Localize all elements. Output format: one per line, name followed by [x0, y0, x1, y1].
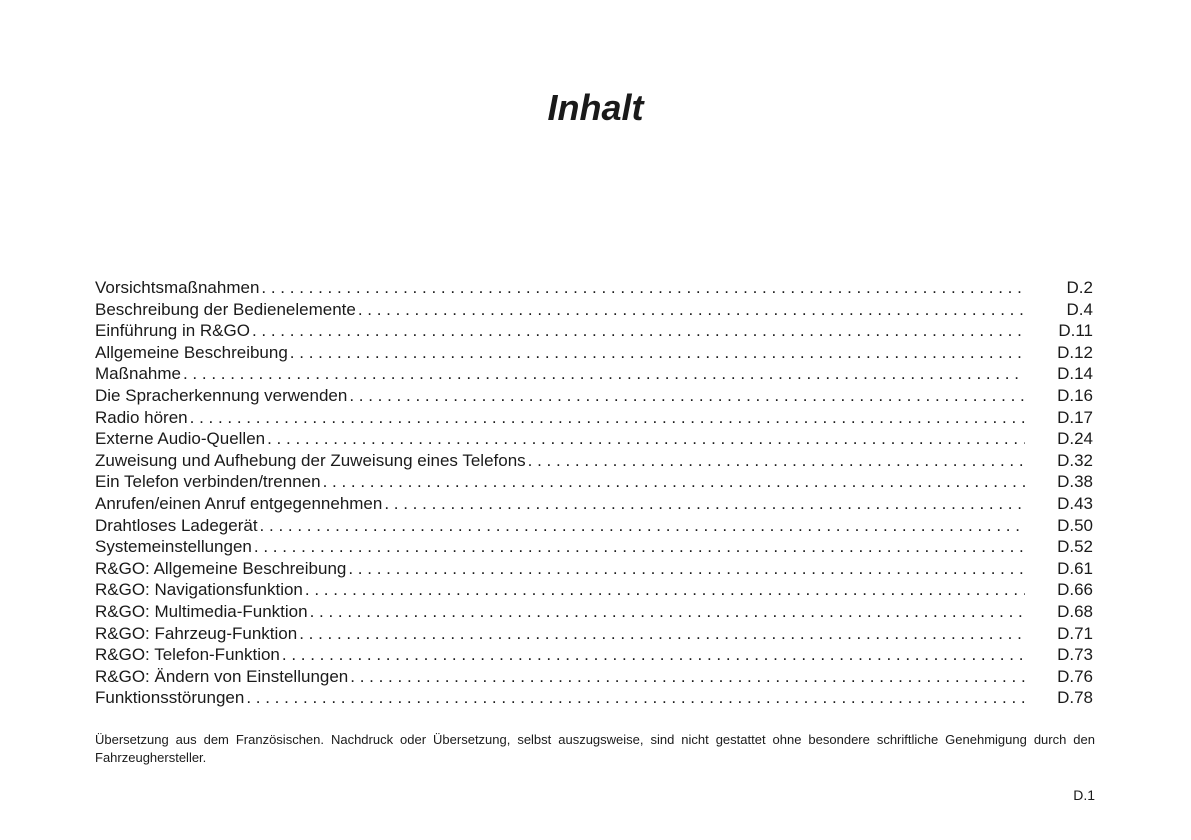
toc-entry-label: Anrufen/einen Anruf entgegennehmen: [95, 493, 383, 513]
toc-entry-page: D.4: [1066, 299, 1093, 319]
toc-entry-page: D.11: [1058, 321, 1093, 341]
toc-leader-dots: [282, 644, 1025, 666]
toc-entry-page: D.38: [1057, 472, 1093, 492]
toc-entry[interactable]: [95, 428, 1093, 450]
toc-entry-label: R&GO: Ändern von Einstellungen: [95, 666, 349, 686]
table-of-contents: [95, 277, 1093, 709]
toc-entry[interactable]: [95, 623, 1093, 645]
toc-entry-label: Maßnahme: [95, 364, 181, 384]
toc-entry-page: D.76: [1057, 666, 1093, 686]
toc-entry[interactable]: [95, 687, 1093, 709]
toc-entry[interactable]: [95, 515, 1093, 537]
toc-entry-page: D.14: [1057, 364, 1093, 384]
toc-leader-dots: [299, 623, 1025, 645]
toc-entry-label: R&GO: Navigationsfunktion: [95, 580, 303, 600]
toc-entry-label: Radio hören: [95, 407, 188, 427]
toc-entry-label: Ein Telefon verbinden/trennen: [95, 472, 321, 492]
toc-entry-page: D.73: [1057, 645, 1093, 665]
toc-leader-dots: [190, 407, 1025, 429]
page-title: Inhalt: [547, 87, 644, 129]
toc-entry-label: Beschreibung der Bedienelemente: [95, 299, 356, 319]
toc-entry-page: D.32: [1057, 450, 1093, 470]
toc-entry-page: D.66: [1057, 580, 1093, 600]
toc-leader-dots: [348, 558, 1025, 580]
page-number: D.1: [1073, 787, 1095, 803]
toc-entry[interactable]: [95, 536, 1093, 558]
toc-entry[interactable]: [95, 277, 1093, 299]
toc-entry[interactable]: [95, 601, 1093, 623]
toc-entry[interactable]: [95, 407, 1093, 429]
toc-leader-dots: [349, 385, 1025, 407]
toc-entry[interactable]: [95, 558, 1093, 580]
toc-entry-label: Drahtloses Ladegerät: [95, 515, 258, 535]
toc-entry-label: Zuweisung und Aufhebung der Zuweisung eines Telefons: [95, 450, 526, 470]
toc-entry[interactable]: [95, 342, 1093, 364]
toc-entry[interactable]: [95, 299, 1093, 321]
toc-entry-page: D.12: [1057, 342, 1093, 362]
toc-entry[interactable]: [95, 579, 1093, 601]
toc-entry-page: D.50: [1057, 515, 1093, 535]
toc-leader-dots: [310, 601, 1025, 623]
toc-entry-page: D.78: [1057, 688, 1093, 708]
toc-entry-label: R&GO: Allgemeine Beschreibung: [95, 558, 347, 578]
toc-entry-label: Allgemeine Beschreibung: [95, 342, 288, 362]
toc-entry-label: Externe Audio-Quellen: [95, 429, 266, 449]
toc-entry[interactable]: [95, 450, 1093, 472]
toc-leader-dots: [183, 363, 1025, 385]
toc-entry[interactable]: [95, 644, 1093, 666]
toc-leader-dots: [254, 536, 1025, 558]
toc-entry[interactable]: [95, 385, 1093, 407]
toc-entry-page: D.43: [1057, 493, 1093, 513]
toc-entry-page: D.61: [1057, 558, 1093, 578]
toc-leader-dots: [246, 687, 1025, 709]
toc-leader-dots: [252, 320, 1025, 342]
toc-leader-dots: [358, 299, 1025, 321]
toc-entry-label: Funktionsstörungen: [95, 688, 245, 708]
toc-entry-page: D.68: [1057, 601, 1093, 621]
toc-leader-dots: [528, 450, 1025, 472]
toc-entry[interactable]: [95, 320, 1093, 342]
toc-entry-page: D.2: [1066, 278, 1093, 297]
toc-leader-dots: [305, 579, 1025, 601]
toc-leader-dots: [384, 493, 1025, 515]
toc-entry-label: Die Spracherkennung verwenden: [95, 385, 348, 405]
toc-leader-dots: [267, 428, 1025, 450]
toc-entry-label: Einführung in R&GO: [95, 321, 250, 341]
toc-entry[interactable]: [95, 471, 1093, 493]
toc-entry[interactable]: [95, 363, 1093, 385]
toc-entry-page: D.71: [1057, 623, 1093, 643]
toc-entry-label: Vorsichtsmaßnahmen: [95, 278, 260, 297]
toc-leader-dots: [261, 277, 1025, 299]
toc-leader-dots: [290, 342, 1025, 364]
toc-leader-dots: [260, 515, 1025, 537]
toc-entry-label: Systemeinstellungen: [95, 537, 252, 557]
toc-leader-dots: [350, 666, 1025, 688]
copyright-footnote: Übersetzung aus dem Französischen. Nachdruck oder Übersetzung, selbst auszugsweise, sind nicht gestattet ohne besondere schriftliche Genehmigung durch den Fahrzeughersteller.: [95, 732, 1095, 765]
toc-entry-page: D.17: [1057, 407, 1093, 427]
toc-entry-page: D.24: [1057, 429, 1093, 449]
toc-entry-label: R&GO: Multimedia-Funktion: [95, 601, 308, 621]
toc-entry-page: D.16: [1057, 385, 1093, 405]
toc-leader-dots: [323, 471, 1025, 493]
toc-entry-label: R&GO: Fahrzeug-Funktion: [95, 623, 298, 643]
toc-entry-label: R&GO: Telefon-Funktion: [95, 645, 280, 665]
toc-entry[interactable]: [95, 493, 1093, 515]
toc-entry-page: D.52: [1057, 537, 1093, 557]
toc-entry[interactable]: [95, 666, 1093, 688]
